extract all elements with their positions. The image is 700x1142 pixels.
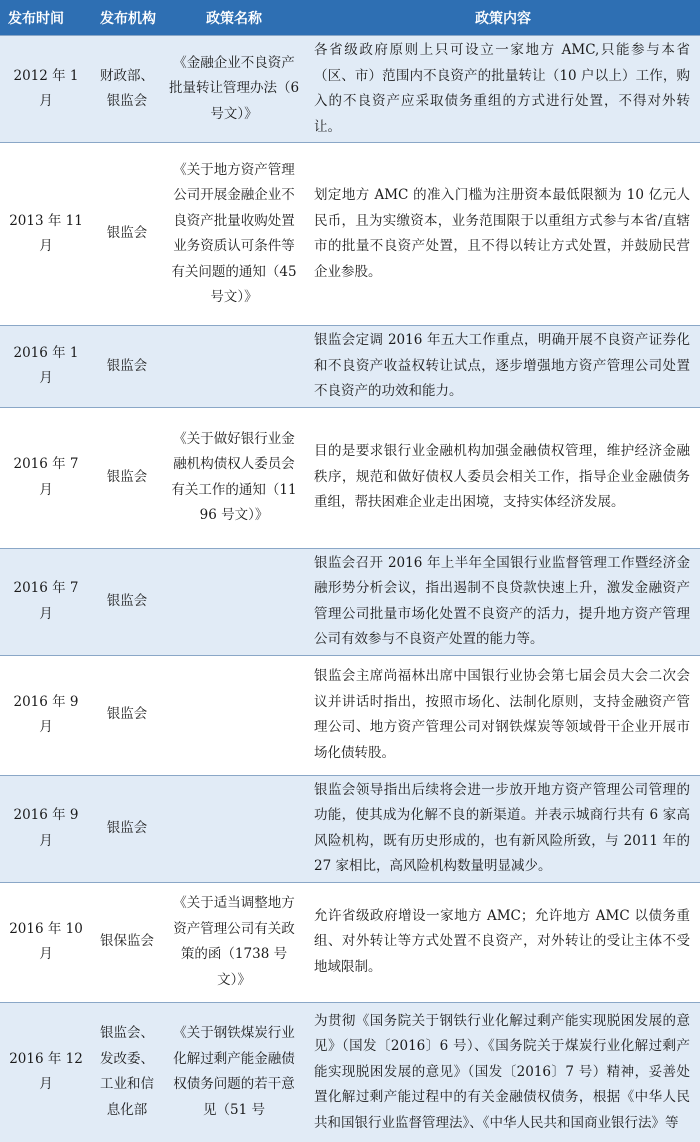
cell-name: 《关于钢铁煤炭行业化解过剩产能金融债权债务问题的若干意见（51 号 (162, 1002, 306, 1142)
table-row (0, 548, 700, 655)
cell-org: 银监会 (92, 775, 162, 882)
cell-date: 2013 年 11 月 (0, 143, 92, 326)
cell-org: 银监会 (92, 326, 162, 408)
header-org: 发布机构 (92, 0, 162, 36)
cell-name (162, 775, 306, 882)
header-date: 发布时间 (0, 0, 92, 36)
cell-date: 2016 年 9 月 (0, 655, 92, 775)
cell-content: 银监会主席尚福林出席中国银行业协会第七届会员大会二次会议并讲话时指出，按照市场化、法制化原则，支持金融资产管理公司、地方资产管理公司对钢铁煤炭等领域骨干企业开展市场化债转股。 (306, 655, 700, 775)
table-header-row (0, 0, 700, 36)
cell-date: 2016 年 12 月 (0, 1002, 92, 1142)
cell-name (162, 548, 306, 655)
cell-org: 银监会 (92, 143, 162, 326)
table-row (0, 655, 700, 775)
cell-content: 各省级政府原则上只可设立一家地方 AMC,只能参与本省（区、市）范围内不良资产的批量转让（10 户以上）工作，购入的不良资产应采取债务重组的方式进行处置，不得对外转让。 (306, 36, 700, 143)
cell-date: 2016 年 10 月 (0, 882, 92, 1002)
cell-content: 目的是要求银行业金融机构加强金融债权管理，维护经济金融秩序，规范和做好债权人委员会相关工作，指导企业金融债务重组，帮扶困难企业走出困境，支持实体经济发展。 (306, 407, 700, 548)
table-row (0, 326, 700, 408)
cell-date: 2016 年 7 月 (0, 548, 92, 655)
cell-content: 银监会领导指出后续将会进一步放开地方资产管理公司管理的功能，使其成为化解不良的新渠道。并表示城商行共有 6 家高风险机构，既有历史形成的，也有新风险所致，与 2011 年的 27 家相比，高风险机构数量明显减少。 (306, 775, 700, 882)
cell-org: 财政部、银监会 (92, 36, 162, 143)
cell-content: 允许省级政府增设一家地方 AMC；允许地方 AMC 以债务重组、对外转让等方式处置不良资产，对外转让的受让主体不受地域限制。 (306, 882, 700, 1002)
cell-date: 2012 年 1 月 (0, 36, 92, 143)
cell-date: 2016 年 9 月 (0, 775, 92, 882)
table-row (0, 1002, 700, 1142)
cell-name (162, 655, 306, 775)
table-row (0, 775, 700, 882)
table-row (0, 36, 700, 143)
table-row (0, 882, 700, 1002)
cell-content: 银监会召开 2016 年上半年全国银行业监督管理工作暨经济金融形势分析会议，指出遏制不良贷款快速上升，激发金融资产管理公司批量市场化处置不良资产的活力，提升地方资产管理公司有效参与不良资产处置的能力等。 (306, 548, 700, 655)
cell-date: 2016 年 1 月 (0, 326, 92, 408)
cell-content: 银监会定调 2016 年五大工作重点，明确开展不良资产证券化和不良资产收益权转让试点，逐步增强地方资产管理公司处置不良资产的功效和能力。 (306, 326, 700, 408)
cell-org: 银监会 (92, 548, 162, 655)
cell-org: 银保监会 (92, 882, 162, 1002)
cell-name (162, 326, 306, 408)
cell-name: 《关于做好银行业金融机构债权人委员会有关工作的通知（1196 号文）》 (162, 407, 306, 548)
cell-name: 《关于适当调整地方资产管理公司有关政策的函（1738 号文）》 (162, 882, 306, 1002)
header-content: 政策内容 (306, 0, 700, 36)
cell-content: 划定地方 AMC 的准入门槛为注册资本最低限额为 10 亿元人民币，且为实缴资本，业务范围限于以重组方式参与本省/直辖市的批量不良资产处置，且不得以转让方式处置，并鼓励民营企业参股。 (306, 143, 700, 326)
cell-org: 银监会 (92, 655, 162, 775)
cell-name: 《关于地方资产管理公司开展金融企业不良资产批量收购处置业务资质认可条件等有关问题的通知（45 号文）》 (162, 143, 306, 326)
table-row (0, 143, 700, 326)
cell-name: 《金融企业不良资产批量转让管理办法（6 号文）》 (162, 36, 306, 143)
cell-content: 为贯彻《国务院关于钢铁行业化解过剩产能实现脱困发展的意见》（国发〔2016〕6 号）、《国务院关于煤炭行业化解过剩产能实现脱困发展的意见》（国发〔2016〕7 号）精神，妥善处置化解过剩产能过程中的有关金融债权债务，根据《中华人民共和国银行业监督管理法》、《中华人民共和国商业银行法》等 (306, 1002, 700, 1142)
cell-date: 2016 年 7 月 (0, 407, 92, 548)
cell-org: 银监会、发改委、工业和信息化部 (92, 1002, 162, 1142)
cell-org: 银监会 (92, 407, 162, 548)
header-name: 政策名称 (162, 0, 306, 36)
table-row (0, 407, 700, 548)
